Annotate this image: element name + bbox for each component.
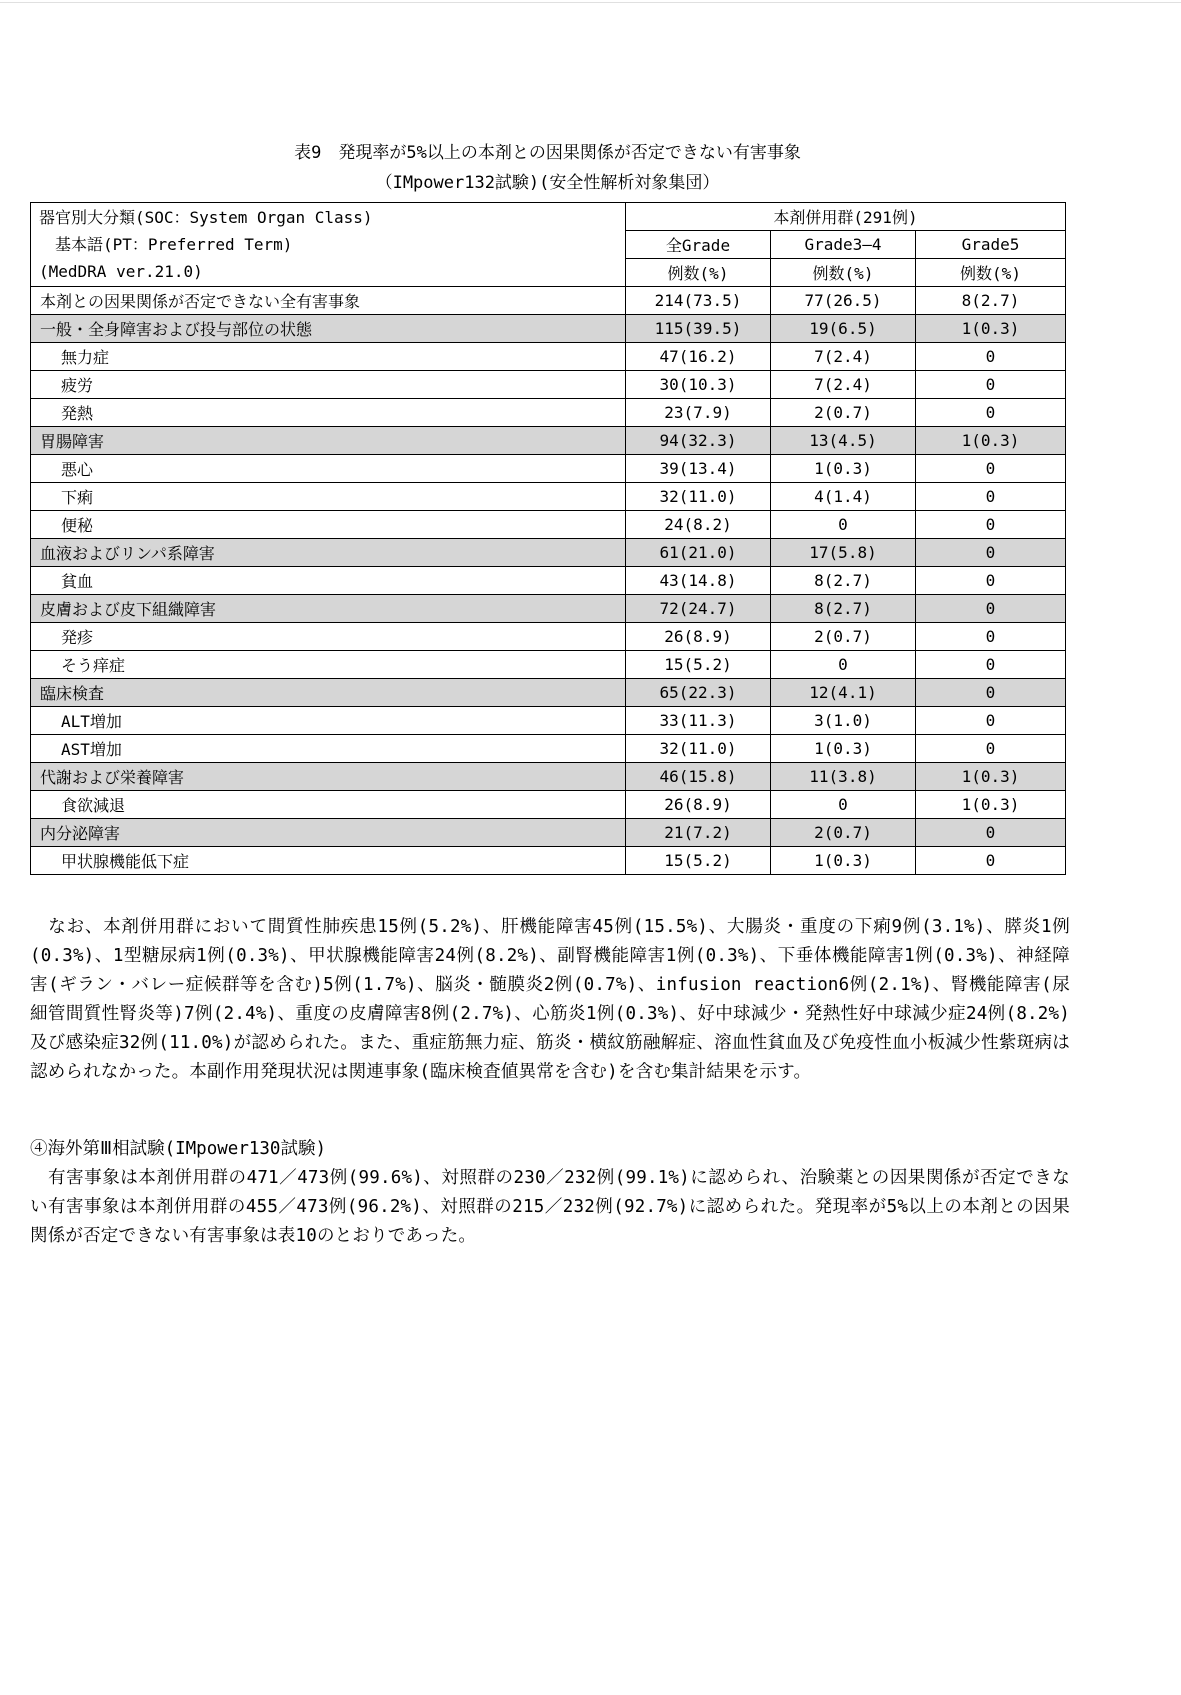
table-row bbox=[31, 427, 1066, 455]
row-label: ALT増加 bbox=[31, 707, 626, 735]
row-label: 代謝および栄養障害 bbox=[31, 763, 626, 791]
row-value: 0 bbox=[771, 651, 916, 679]
row-label: 発熱 bbox=[31, 399, 626, 427]
table-row bbox=[31, 483, 1066, 511]
row-value: 0 bbox=[916, 483, 1066, 511]
row-value: 12(4.1) bbox=[771, 679, 916, 707]
unit-header-2: 例数(%) bbox=[771, 259, 916, 287]
table-row bbox=[31, 511, 1066, 539]
table-row bbox=[31, 595, 1066, 623]
grade-header-all: 全Grade bbox=[626, 231, 771, 259]
row-label: 胃腸障害 bbox=[31, 427, 626, 455]
row-value: 72(24.7) bbox=[626, 595, 771, 623]
row-value: 7(2.4) bbox=[771, 371, 916, 399]
table-row bbox=[31, 567, 1066, 595]
table-row bbox=[31, 287, 1066, 315]
row-label: 便秘 bbox=[31, 511, 626, 539]
row-label: 内分泌障害 bbox=[31, 819, 626, 847]
row-value: 0 bbox=[916, 651, 1066, 679]
row-value: 8(2.7) bbox=[771, 595, 916, 623]
row-label: 皮膚および皮下組織障害 bbox=[31, 595, 626, 623]
row-label: 食欲減退 bbox=[31, 791, 626, 819]
row-value: 30(10.3) bbox=[626, 371, 771, 399]
row-value: 77(26.5) bbox=[771, 287, 916, 315]
row-value: 94(32.3) bbox=[626, 427, 771, 455]
row-value: 0 bbox=[916, 623, 1066, 651]
soc-header-line1: 器官別大分類(SOC：System Organ Class) bbox=[39, 208, 373, 227]
table-row bbox=[31, 847, 1066, 875]
row-value: 2(0.7) bbox=[771, 399, 916, 427]
row-value: 0 bbox=[916, 819, 1066, 847]
row-value: 2(0.7) bbox=[771, 623, 916, 651]
row-value: 1(0.3) bbox=[771, 455, 916, 483]
row-label: 血液およびリンパ系障害 bbox=[31, 539, 626, 567]
row-value: 43(14.8) bbox=[626, 567, 771, 595]
row-value: 8(2.7) bbox=[771, 567, 916, 595]
unit-header-1: 例数(%) bbox=[626, 259, 771, 287]
row-value: 0 bbox=[916, 511, 1066, 539]
table-header-row-group bbox=[31, 203, 1066, 231]
table-row bbox=[31, 315, 1066, 343]
row-value: 61(21.0) bbox=[626, 539, 771, 567]
row-label: 悪心 bbox=[31, 455, 626, 483]
table-row bbox=[31, 707, 1066, 735]
row-label: 無力症 bbox=[31, 343, 626, 371]
row-label: 本剤との因果関係が否定できない全有害事象 bbox=[31, 287, 626, 315]
row-label: 臨床検査 bbox=[31, 679, 626, 707]
row-label: 甲状腺機能低下症 bbox=[31, 847, 626, 875]
table-row bbox=[31, 623, 1066, 651]
table-row bbox=[31, 651, 1066, 679]
soc-header-cell bbox=[31, 203, 626, 287]
row-label: そう痒症 bbox=[31, 651, 626, 679]
table-row bbox=[31, 791, 1066, 819]
row-value: 19(6.5) bbox=[771, 315, 916, 343]
row-value: 0 bbox=[916, 455, 1066, 483]
row-label: 下痢 bbox=[31, 483, 626, 511]
grade-header-3-4: Grade3—4 bbox=[771, 231, 916, 259]
note-paragraph: なお、本剤併用群において間質性肺疾患15例(5.2%)、肝機能障害45例(15.5%)、大腸炎・重度の下痢9例(3.1%)、膵炎1例(0.3%)、1型糖尿病1例(0.3%)、甲状腺機能障害24例(8.2%)、副腎機能障害1例(0.3%)、下垂体機能障害1例(0.3%)、神経障害(ギラン・バレー症候群等を含む)5例(1.7%)、脳炎・髄膜炎2例(0.7%)、infusion reaction6例(2.1%)、腎機能障害(尿細管間質性腎炎等)7例(2.4%)、重度の皮膚障害8例(2.7%)、心筋炎1例(0.3%)、好中球減少・発熱性好中球減少症24例(8.2%)及び感染症32例(11.0%)が認められた。また、重症筋無力症、筋炎・横紋筋融解症、溶血性貧血及び免疫性血小板減少性紫斑病は認められなかった。本副作用発現状況は関連事象(臨床検査値異常を含む)を含む集計結果を示す。 bbox=[30, 917, 1070, 1082]
row-value: 15(5.2) bbox=[626, 651, 771, 679]
row-value: 33(11.3) bbox=[626, 707, 771, 735]
row-label: 貧血 bbox=[31, 567, 626, 595]
unit-header-3: 例数(%) bbox=[916, 259, 1066, 287]
table-row bbox=[31, 735, 1066, 763]
row-value: 214(73.5) bbox=[626, 287, 771, 315]
section-heading: ④海外第Ⅲ相試験(IMpower130試験) bbox=[30, 1139, 326, 1159]
row-value: 17(5.8) bbox=[771, 539, 916, 567]
row-value: 0 bbox=[916, 735, 1066, 763]
row-value: 0 bbox=[771, 511, 916, 539]
row-value: 1(0.3) bbox=[916, 315, 1066, 343]
row-value: 65(22.3) bbox=[626, 679, 771, 707]
table-row bbox=[31, 371, 1066, 399]
row-value: 1(0.3) bbox=[771, 735, 916, 763]
row-value: 0 bbox=[771, 791, 916, 819]
table-row bbox=[31, 539, 1066, 567]
row-label: 発疹 bbox=[31, 623, 626, 651]
row-value: 7(2.4) bbox=[771, 343, 916, 371]
row-value: 2(0.7) bbox=[771, 819, 916, 847]
row-value: 0 bbox=[916, 595, 1066, 623]
row-value: 0 bbox=[916, 847, 1066, 875]
adverse-events-table bbox=[30, 202, 1066, 875]
row-value: 0 bbox=[916, 567, 1066, 595]
table-title: 表9 発現率が5%以上の本剤との因果関係が否定できない有害事象 bbox=[294, 143, 801, 163]
table-row bbox=[31, 343, 1066, 371]
row-value: 4(1.4) bbox=[771, 483, 916, 511]
soc-header-line2: 基本語(PT：Preferred Term) bbox=[39, 235, 293, 254]
row-value: 21(7.2) bbox=[626, 819, 771, 847]
row-value: 115(39.5) bbox=[626, 315, 771, 343]
row-value: 39(13.4) bbox=[626, 455, 771, 483]
row-value: 46(15.8) bbox=[626, 763, 771, 791]
table-row bbox=[31, 399, 1066, 427]
row-value: 1(0.3) bbox=[916, 763, 1066, 791]
body-paragraph: 有害事象は本剤併用群の471／473例(99.6%)、対照群の230／232例(99.1%)に認められ、治験薬との因果関係が否定できない有害事象は本剤併用群の455／473例(96.2%)、対照群の215／232例(92.7%)に認められた。発現率が5%以上の本剤との因果関係が否定できない有害事象は表10のとおりであった。 bbox=[30, 1168, 1070, 1246]
grade-header-5: Grade5 bbox=[916, 231, 1066, 259]
row-value: 23(7.9) bbox=[626, 399, 771, 427]
row-value: 0 bbox=[916, 399, 1066, 427]
row-value: 32(11.0) bbox=[626, 735, 771, 763]
table-row bbox=[31, 455, 1066, 483]
table-row bbox=[31, 819, 1066, 847]
table-row bbox=[31, 763, 1066, 791]
row-value: 47(16.2) bbox=[626, 343, 771, 371]
page-top-divider bbox=[0, 2, 1181, 3]
soc-header-line3: (MedDRA ver.21.0) bbox=[39, 262, 203, 281]
row-value: 1(0.3) bbox=[771, 847, 916, 875]
table-subtitle: （IMpower132試験)(安全性解析対象集団） bbox=[375, 173, 720, 193]
row-label: 一般・全身障害および投与部位の状態 bbox=[31, 315, 626, 343]
row-label: AST増加 bbox=[31, 735, 626, 763]
row-value: 3(1.0) bbox=[771, 707, 916, 735]
row-value: 26(8.9) bbox=[626, 623, 771, 651]
row-value: 11(3.8) bbox=[771, 763, 916, 791]
row-value: 26(8.9) bbox=[626, 791, 771, 819]
row-value: 1(0.3) bbox=[916, 427, 1066, 455]
row-value: 24(8.2) bbox=[626, 511, 771, 539]
row-value: 0 bbox=[916, 371, 1066, 399]
row-value: 8(2.7) bbox=[916, 287, 1066, 315]
table-body bbox=[31, 287, 1066, 875]
row-value: 1(0.3) bbox=[916, 791, 1066, 819]
row-value: 13(4.5) bbox=[771, 427, 916, 455]
row-value: 0 bbox=[916, 343, 1066, 371]
row-value: 15(5.2) bbox=[626, 847, 771, 875]
group-header-cell: 本剤併用群(291例) bbox=[626, 203, 1066, 231]
row-label: 疲労 bbox=[31, 371, 626, 399]
row-value: 0 bbox=[916, 539, 1066, 567]
row-value: 0 bbox=[916, 707, 1066, 735]
table-row bbox=[31, 679, 1066, 707]
row-value: 32(11.0) bbox=[626, 483, 771, 511]
row-value: 0 bbox=[916, 679, 1066, 707]
